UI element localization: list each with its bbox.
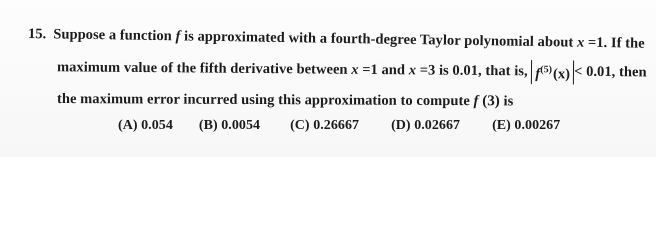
line3-text-b: is (499, 93, 514, 110)
question-line-2 (57, 56, 647, 85)
line2-text-a: maximum value of the fifth derivative between (56, 59, 352, 78)
derivative-argument: (x) (552, 66, 571, 83)
line2-text-b: =1 and (358, 61, 409, 79)
question-line-3 (57, 91, 513, 110)
variable-x-1: x (351, 61, 359, 78)
line2-text-d: < 0.01, then (574, 63, 647, 81)
choice-d[interactable]: (D) 0.02667 (391, 118, 461, 133)
absolute-value-expression (531, 60, 574, 84)
variable-x: x (576, 34, 585, 51)
derivative-order: (5) (540, 64, 553, 76)
choice-c[interactable]: (C) 0.26667 (290, 118, 360, 133)
line1-text-b: is approximated with a fourth-degree Taylor polynomial about (180, 28, 578, 51)
function-f: f (175, 28, 181, 45)
choice-b[interactable]: (B) 0.0054 (198, 118, 261, 133)
line3-text-a: the maximum error incurred using this approximation to compute (56, 91, 474, 110)
line1-text-c: =1. If the (584, 34, 645, 52)
line1-text-a: Suppose a function (53, 26, 176, 45)
line2-text-c: =3 is 0.01, that is, (415, 62, 532, 80)
choice-a[interactable]: (A) 0.054 (118, 118, 173, 133)
compute-argument: (3) (478, 93, 500, 110)
variable-x-2: x (408, 62, 417, 79)
question-number: 15. (27, 26, 47, 43)
question-line-1 (28, 26, 645, 53)
answer-choices (118, 118, 560, 134)
function-f-compute: f (473, 93, 479, 110)
choice-e[interactable]: (E) 0.00267 (492, 118, 561, 133)
fifth-derivative-f: f (535, 66, 541, 83)
